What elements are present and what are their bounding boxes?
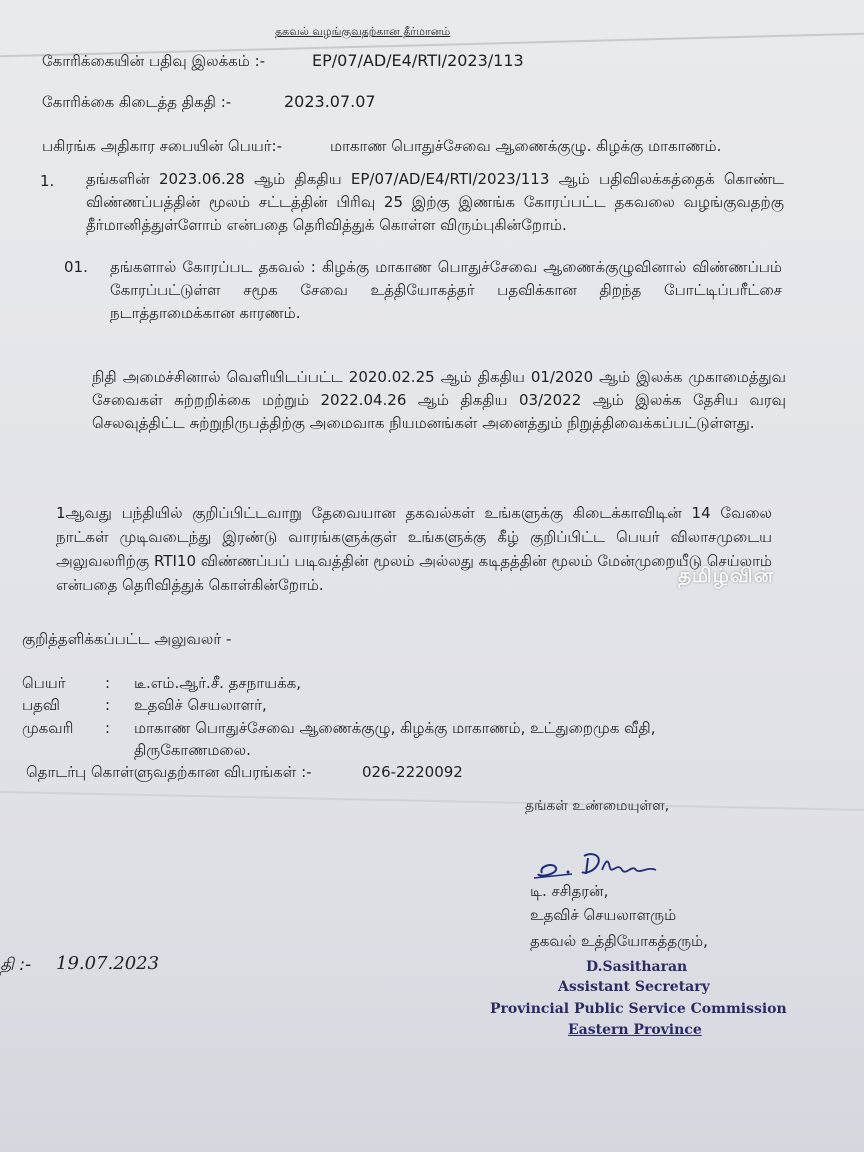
request-date-value: 2023.07.07 (284, 92, 376, 111)
item-number: 1. (40, 172, 55, 190)
name-value: டீ.எம்.ஆர்.சீ. தசநாயக்க, (134, 674, 302, 692)
address-colon: : (105, 719, 111, 737)
contact-label: தொடர்பு கொள்ளுவதற்கான விபரங்கள் :- (26, 763, 312, 781)
request-date-label: கோரிக்கை கிடைத்த திகதி :- (42, 93, 232, 111)
seal-title: Assistant Secretary (558, 979, 710, 995)
seal-organization: Provincial Public Service Commission (490, 1001, 787, 1017)
closing-salutation: தங்கள் உண்மையுள்ள, (525, 798, 670, 814)
signer-title-tamil-1: உதவிச் செயலாளரும் (530, 906, 677, 924)
signed-date: 19.07.2023 (56, 953, 160, 974)
officer-heading: குறித்தளிக்கப்பட்ட அலுவலர் - (22, 630, 232, 648)
address-label: முகவரி (22, 719, 74, 737)
watermark-logo: தமிழ்வின் (678, 563, 774, 587)
signer-name-tamil: டி. சசிதரன், (530, 882, 609, 900)
address-line-1: மாகாண பொதுச்சேவை ஆணைக்குழு, கிழக்கு மாகாணம், உட்துறைமுக வீதி, (134, 719, 656, 737)
requested-info-text: தங்களால் கோரப்பட தகவல் : கிழக்கு மாகாண பொதுச்சேவை ஆணைக்குழுவினால் விண்ணப்பம் கோரப்பட்டுள்ள சமூக சேவை உத்தியோகத்தர் பதவிக்கான திறந்த போட்டிப்பரீட்சை நடாத்தாமைக்கான காரணம். (110, 258, 782, 322)
request-number-label: கோரிக்கையின் பதிவு இலக்கம் :- (42, 52, 266, 70)
authority-value: மாகாண பொதுச்சேவை ஆணைக்குழு. கிழக்கு மாகாணம். (330, 137, 722, 155)
document-title: தகவல் வழங்குவதற்கான தீர்மானம் (275, 25, 451, 38)
signer-title-tamil-2: தகவல் உத்தியோகத்தரும், (530, 932, 708, 950)
contact-value: 026-2220092 (362, 763, 463, 781)
address-line-2: திருகோணமலை. (134, 741, 251, 759)
answer-text: நிதி அமைச்சினால் வெளியிடப்பட்ட 2020.02.25 ஆம் திகதிய 01/2020 ஆம் இலக்க முகாமைத்துவ சேவைகள் சுற்றறிக்கை மற்றும் 2022.04.26 ஆம் திகதிய 03/2022 ஆம் இலக்க தேசிய வரவு செலவுத்திட்ட சுற்றுநிருபத்திற்கு அமைவாக நியமனங்கள் அனைத்தும் நிறுத்திவைக்கப்பட்டுள்ளது. (92, 368, 786, 432)
post-value: உதவிச் செயலாளர், (134, 696, 267, 714)
subitem-number: 01. (64, 258, 88, 276)
name-label: பெயர் (22, 674, 66, 692)
seal-name: D.Sasitharan (586, 959, 688, 975)
authority-label: பகிரங்க அதிகார சபையின் பெயர்:- (42, 137, 282, 155)
item1-text: தங்களின் 2023.06.28 ஆம் திகதிய EP/07/AD/E4/RTI/2023/113 ஆம் பதிவிலக்கத்தைக் கொண்ட விண்ணப்பத்தின் மூலம் சட்டத்தின் பிரிவு 25 இற்கு இணங்க கோரப்பட்ட தகவலை வழங்குவதற்கு தீர்மானித்துள்ளோம் என்பதை தெரிவித்துக் கொள்ள விரும்புகின்றோம். (86, 170, 784, 234)
date-prefix: தி :- (0, 955, 32, 975)
appeal-text: 1ஆவது பந்தியில் குறிப்பிட்டவாறு தேவையான தகவல்கள் உங்களுக்கு கிடைக்காவிடின் 14 வேலை நாட்கள் முடிவடைந்து இரண்டு வாரங்களுக்குள் உங்களுக்கு கீழ் குறிப்பிட்ட பெயர் விலாசமுடைய அலுவலரிற்கு RTI10 விண்ணப்பப் படிவத்தின் மூலம் அல்லது கடிதத்தின் மூலம் மேன்முறையீடு செய்லாம் என்பதை தெரிவித்துக் கொள்கின்றோம். (56, 504, 772, 594)
name-colon: : (105, 674, 111, 692)
seal-province: Eastern Province (568, 1022, 702, 1038)
request-number-value: EP/07/AD/E4/RTI/2023/113 (312, 51, 524, 70)
post-label: பதவி (22, 696, 60, 714)
post-colon: : (105, 696, 111, 714)
